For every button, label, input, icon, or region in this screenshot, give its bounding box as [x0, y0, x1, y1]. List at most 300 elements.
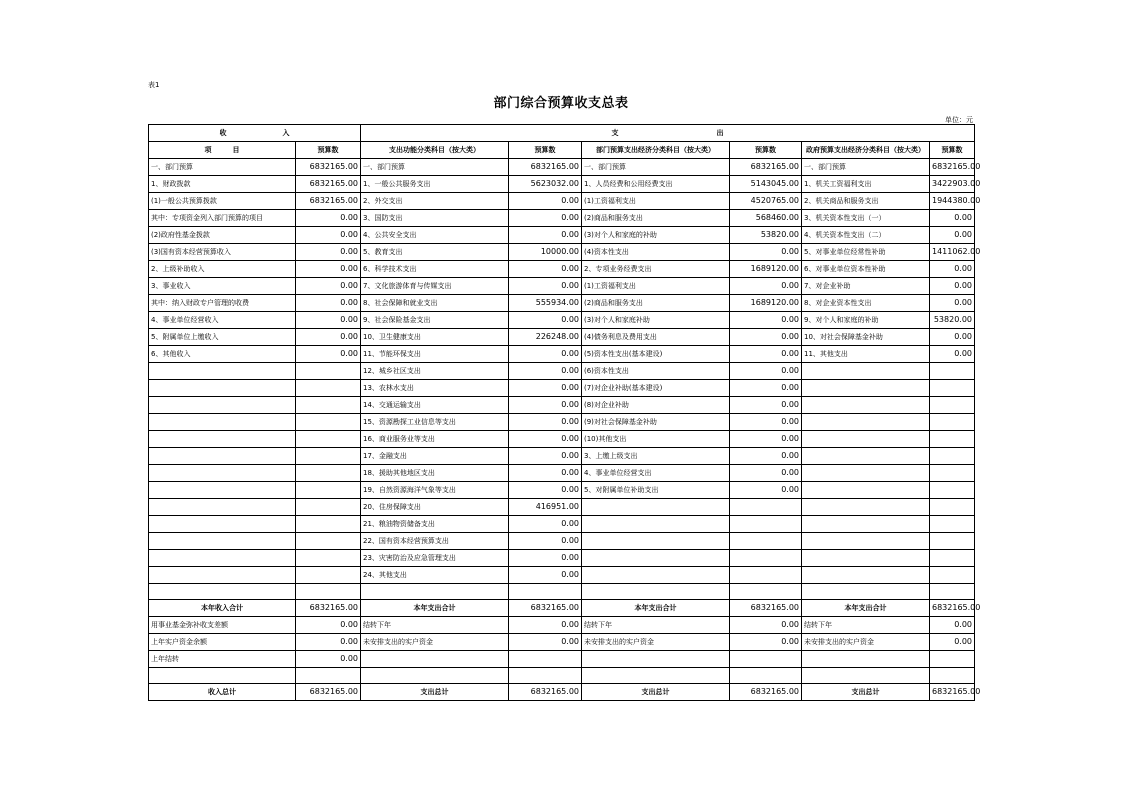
- table-row: [149, 363, 975, 380]
- item-cell: (1)工资福利支出: [582, 193, 730, 210]
- empty-cell: [361, 668, 509, 684]
- amount-cell: [930, 397, 975, 414]
- item-cell: [802, 397, 930, 414]
- item-cell: [802, 550, 930, 567]
- amount-cell: 0.00: [509, 414, 582, 431]
- amount-cell: [296, 448, 361, 465]
- amount-cell: [930, 651, 975, 668]
- item-cell: 4、机关资本性支出（二）: [802, 227, 930, 244]
- amount-cell: 0.00: [509, 312, 582, 329]
- amount-cell: 6832165.00: [296, 176, 361, 193]
- item-cell: [802, 448, 930, 465]
- item-cell: [802, 651, 930, 668]
- item-cell: [361, 651, 509, 668]
- amount-cell: 10000.00: [509, 244, 582, 261]
- item-cell: [802, 414, 930, 431]
- item-cell: 2、外交支出: [361, 193, 509, 210]
- item-cell: [802, 533, 930, 550]
- amount-cell: 3422903.00: [930, 176, 975, 193]
- amount-cell: [930, 380, 975, 397]
- empty-cell: [296, 584, 361, 600]
- amount-cell: [296, 465, 361, 482]
- item-cell: [149, 516, 296, 533]
- item-cell: 结转下年: [361, 617, 509, 634]
- item-cell: 未安排支出的实户资金: [582, 634, 730, 651]
- gov-econ-subject-header: 政府预算支出经济分类科目（按大类）: [802, 142, 930, 159]
- item-cell: [149, 363, 296, 380]
- item-cell: 本年支出合计: [802, 600, 930, 617]
- item-cell: [149, 448, 296, 465]
- amount-cell: 0.00: [509, 482, 582, 499]
- carryover-row: [149, 634, 975, 651]
- item-cell: [149, 414, 296, 431]
- table-row: [149, 414, 975, 431]
- item-cell: [802, 431, 930, 448]
- item-cell: 本年收入合计: [149, 600, 296, 617]
- amount-cell: 0.00: [930, 210, 975, 227]
- empty-cell: [802, 668, 930, 684]
- amount-cell: [296, 380, 361, 397]
- amount-cell: 0.00: [509, 634, 582, 651]
- item-cell: (4)资本性支出: [582, 244, 730, 261]
- item-cell: 22、国有资本经营预算支出: [361, 533, 509, 550]
- amount-cell: 0.00: [730, 448, 802, 465]
- empty-cell: [296, 668, 361, 684]
- table-row: [149, 329, 975, 346]
- amount-cell: 0.00: [509, 227, 582, 244]
- amount-cell: [930, 448, 975, 465]
- amount-cell: [930, 533, 975, 550]
- amount-cell: 416951.00: [509, 499, 582, 516]
- item-cell: 9、社会保险基金支出: [361, 312, 509, 329]
- item-cell: 5、教育支出: [361, 244, 509, 261]
- amount-cell: [730, 550, 802, 567]
- item-cell: 11、其他支出: [802, 346, 930, 363]
- amount-cell: 6832165.00: [509, 159, 582, 176]
- table-row: [149, 380, 975, 397]
- amount-cell: 0.00: [730, 431, 802, 448]
- amount-cell: [296, 414, 361, 431]
- empty-cell: [509, 584, 582, 600]
- amount-cell: [296, 533, 361, 550]
- amount-cell: 0.00: [730, 346, 802, 363]
- amount-cell: [296, 363, 361, 380]
- budget-header: 预算数: [509, 142, 582, 159]
- amount-cell: 0.00: [296, 346, 361, 363]
- item-cell: 5、附属单位上缴收入: [149, 329, 296, 346]
- amount-cell: 0.00: [930, 346, 975, 363]
- amount-cell: 0.00: [509, 346, 582, 363]
- item-cell: 一、部门预算: [361, 159, 509, 176]
- expense-header: 支 出: [361, 125, 975, 142]
- amount-cell: 0.00: [509, 193, 582, 210]
- grand-total-row: [149, 684, 975, 701]
- empty-cell: [509, 668, 582, 684]
- item-cell: [149, 533, 296, 550]
- table-row: [149, 176, 975, 193]
- item-cell: 上年结转: [149, 651, 296, 668]
- amount-cell: 0.00: [930, 278, 975, 295]
- amount-cell: [930, 363, 975, 380]
- amount-cell: [296, 516, 361, 533]
- project-header: 项 目: [149, 142, 296, 159]
- amount-cell: 0.00: [730, 414, 802, 431]
- item-cell: 4、事业单位经营支出: [582, 465, 730, 482]
- item-cell: [802, 465, 930, 482]
- amount-cell: 0.00: [509, 533, 582, 550]
- amount-cell: 0.00: [296, 617, 361, 634]
- amount-cell: [296, 499, 361, 516]
- item-cell: [802, 499, 930, 516]
- item-cell: 23、灾害防治及应急管理支出: [361, 550, 509, 567]
- amount-cell: 0.00: [509, 397, 582, 414]
- dept-econ-subject-header: 部门预算支出经济分类科目（按大类）: [582, 142, 730, 159]
- item-cell: [149, 499, 296, 516]
- amount-cell: 53820.00: [930, 312, 975, 329]
- item-cell: 一、部门预算: [582, 159, 730, 176]
- amount-cell: 0.00: [509, 363, 582, 380]
- item-cell: 19、自然资源海洋气象等支出: [361, 482, 509, 499]
- item-cell: [149, 567, 296, 584]
- empty-cell: [930, 584, 975, 600]
- amount-cell: 226248.00: [509, 329, 582, 346]
- item-cell: (3)国有资本经营预算收入: [149, 244, 296, 261]
- amount-cell: 1944380.00: [930, 193, 975, 210]
- table-row: [149, 210, 975, 227]
- item-cell: [149, 482, 296, 499]
- item-cell: (6)资本性支出: [582, 363, 730, 380]
- table-row: [149, 193, 975, 210]
- empty-cell: [582, 584, 730, 600]
- budget-header: 预算数: [730, 142, 802, 159]
- amount-cell: 0.00: [509, 380, 582, 397]
- table-row: [149, 567, 975, 584]
- amount-cell: [930, 431, 975, 448]
- amount-cell: [730, 499, 802, 516]
- item-cell: 5、对事业单位经常性补助: [802, 244, 930, 261]
- item-cell: 10、对社会保障基金补助: [802, 329, 930, 346]
- amount-cell: 0.00: [930, 261, 975, 278]
- item-cell: 14、交通运输支出: [361, 397, 509, 414]
- amount-cell: 0.00: [730, 634, 802, 651]
- page-title: 部门综合预算收支总表: [493, 96, 629, 111]
- amount-cell: 6832165.00: [730, 684, 802, 701]
- unit-label: 单位：元: [945, 116, 973, 124]
- item-cell: [582, 516, 730, 533]
- table-row: [149, 159, 975, 176]
- item-cell: 1、一般公共服务支出: [361, 176, 509, 193]
- item-cell: 7、对企业补助: [802, 278, 930, 295]
- budget-header: 预算数: [296, 142, 361, 159]
- item-cell: [149, 465, 296, 482]
- empty-cell: [361, 584, 509, 600]
- table-row: [149, 346, 975, 363]
- item-cell: 未安排支出的实户资金: [802, 634, 930, 651]
- spacer-row: [149, 668, 975, 684]
- amount-cell: 6832165.00: [296, 193, 361, 210]
- item-cell: (7)对企业补助(基本建设): [582, 380, 730, 397]
- empty-cell: [149, 584, 296, 600]
- item-cell: 15、资源勘探工业信息等支出: [361, 414, 509, 431]
- amount-cell: 0.00: [730, 482, 802, 499]
- amount-cell: 0.00: [509, 550, 582, 567]
- table-row: [149, 550, 975, 567]
- amount-cell: 0.00: [509, 431, 582, 448]
- header-row-1: [149, 125, 975, 142]
- item-cell: (3)对个人和家庭补助: [582, 312, 730, 329]
- item-cell: 3、机关资本性支出（一）: [802, 210, 930, 227]
- item-cell: 用事业基金弥补收支差额: [149, 617, 296, 634]
- amount-cell: 6832165.00: [730, 600, 802, 617]
- table-row: [149, 312, 975, 329]
- amount-cell: 6832165.00: [296, 159, 361, 176]
- amount-cell: 0.00: [509, 210, 582, 227]
- amount-cell: 0.00: [509, 278, 582, 295]
- item-cell: [149, 397, 296, 414]
- amount-cell: 6832165.00: [509, 684, 582, 701]
- amount-cell: 555934.00: [509, 295, 582, 312]
- amount-cell: 0.00: [730, 329, 802, 346]
- item-cell: 3、事业收入: [149, 278, 296, 295]
- amount-cell: 5623032.00: [509, 176, 582, 193]
- item-cell: 结转下年: [582, 617, 730, 634]
- amount-cell: 0.00: [730, 244, 802, 261]
- table-label: 表1: [148, 81, 160, 89]
- item-cell: (4)债务利息及费用支出: [582, 329, 730, 346]
- item-cell: 未安排支出的实户资金: [361, 634, 509, 651]
- empty-cell: [149, 668, 296, 684]
- amount-cell: 5143045.00: [730, 176, 802, 193]
- table-row: [149, 516, 975, 533]
- amount-cell: [930, 516, 975, 533]
- item-cell: 8、社会保障和就业支出: [361, 295, 509, 312]
- item-cell: 10、卫生健康支出: [361, 329, 509, 346]
- item-cell: 结转下年: [802, 617, 930, 634]
- amount-cell: 0.00: [730, 312, 802, 329]
- amount-cell: 6832165.00: [930, 684, 975, 701]
- item-cell: 上年实户资金余额: [149, 634, 296, 651]
- amount-cell: 0.00: [509, 617, 582, 634]
- item-cell: [802, 516, 930, 533]
- item-cell: 7、文化旅游体育与传媒支出: [361, 278, 509, 295]
- item-cell: (1)工资福利支出: [582, 278, 730, 295]
- item-cell: 支出总计: [361, 684, 509, 701]
- amount-cell: 0.00: [509, 448, 582, 465]
- item-cell: (3)对个人和家庭的补助: [582, 227, 730, 244]
- income-header: 收 入: [149, 125, 361, 142]
- amount-cell: 0.00: [930, 227, 975, 244]
- item-cell: 一、部门预算: [802, 159, 930, 176]
- item-cell: 3、国防支出: [361, 210, 509, 227]
- amount-cell: 1689120.00: [730, 295, 802, 312]
- empty-cell: [582, 668, 730, 684]
- table-row: [149, 244, 975, 261]
- amount-cell: 0.00: [509, 567, 582, 584]
- item-cell: (8)对企业补助: [582, 397, 730, 414]
- amount-cell: [930, 465, 975, 482]
- item-cell: (2)商品和服务支出: [582, 295, 730, 312]
- item-cell: [582, 499, 730, 516]
- table-row: [149, 482, 975, 499]
- amount-cell: 0.00: [296, 278, 361, 295]
- item-cell: 1、财政拨款: [149, 176, 296, 193]
- table-row: [149, 448, 975, 465]
- amount-cell: [930, 414, 975, 431]
- amount-cell: 0.00: [930, 329, 975, 346]
- amount-cell: 0.00: [930, 617, 975, 634]
- amount-cell: [730, 533, 802, 550]
- item-cell: 本年支出合计: [361, 600, 509, 617]
- amount-cell: 4520765.00: [730, 193, 802, 210]
- amount-cell: 1411062.00: [930, 244, 975, 261]
- amount-cell: 0.00: [730, 397, 802, 414]
- amount-cell: 0.00: [296, 312, 361, 329]
- item-cell: 24、其他支出: [361, 567, 509, 584]
- amount-cell: 6832165.00: [509, 600, 582, 617]
- amount-cell: [930, 499, 975, 516]
- amount-cell: 6832165.00: [930, 600, 975, 617]
- amount-cell: [930, 482, 975, 499]
- amount-cell: 6832165.00: [730, 159, 802, 176]
- item-cell: 18、援助其他地区支出: [361, 465, 509, 482]
- item-cell: [802, 380, 930, 397]
- item-cell: 其中：专项资金列入部门预算的项目: [149, 210, 296, 227]
- empty-cell: [802, 584, 930, 600]
- amount-cell: 568460.00: [730, 210, 802, 227]
- amount-cell: 0.00: [509, 465, 582, 482]
- amount-cell: [509, 651, 582, 668]
- item-cell: 3、上缴上级支出: [582, 448, 730, 465]
- table-row: [149, 278, 975, 295]
- table-row: [149, 431, 975, 448]
- item-cell: 20、住房保障支出: [361, 499, 509, 516]
- table-row: [149, 465, 975, 482]
- empty-cell: [730, 584, 802, 600]
- item-cell: 6、其他收入: [149, 346, 296, 363]
- amount-cell: 0.00: [509, 516, 582, 533]
- item-cell: [149, 431, 296, 448]
- item-cell: 2、专项业务经费支出: [582, 261, 730, 278]
- item-cell: 21、粮油物资储备支出: [361, 516, 509, 533]
- spacer-row: [149, 584, 975, 600]
- item-cell: (9)对社会保障基金补助: [582, 414, 730, 431]
- item-cell: [582, 550, 730, 567]
- item-cell: 收入总计: [149, 684, 296, 701]
- item-cell: 一、部门预算: [149, 159, 296, 176]
- item-cell: [149, 550, 296, 567]
- amount-cell: [730, 651, 802, 668]
- item-cell: (2)政府性基金拨款: [149, 227, 296, 244]
- amount-cell: 6832165.00: [296, 600, 361, 617]
- table-row: [149, 533, 975, 550]
- amount-cell: 6832165.00: [296, 684, 361, 701]
- budget-header: 预算数: [930, 142, 975, 159]
- amount-cell: 0.00: [296, 634, 361, 651]
- table-row: [149, 397, 975, 414]
- amount-cell: [296, 567, 361, 584]
- amount-cell: [730, 516, 802, 533]
- item-cell: 16、商业服务业等支出: [361, 431, 509, 448]
- empty-cell: [930, 668, 975, 684]
- amount-cell: 0.00: [296, 651, 361, 668]
- item-cell: (1)一般公共预算拨款: [149, 193, 296, 210]
- func-subject-header: 支出功能分类科目（按大类）: [361, 142, 509, 159]
- item-cell: 1、人员经费和公用经费支出: [582, 176, 730, 193]
- item-cell: 4、事业单位经营收入: [149, 312, 296, 329]
- annual-total-row: [149, 600, 975, 617]
- item-cell: 12、城乡社区支出: [361, 363, 509, 380]
- item-cell: [802, 363, 930, 380]
- amount-cell: 0.00: [296, 210, 361, 227]
- amount-cell: 0.00: [730, 617, 802, 634]
- table-row: [149, 261, 975, 278]
- amount-cell: 0.00: [509, 261, 582, 278]
- amount-cell: 0.00: [296, 261, 361, 278]
- carryover-row: [149, 617, 975, 634]
- item-cell: 13、农林水支出: [361, 380, 509, 397]
- amount-cell: 0.00: [730, 380, 802, 397]
- item-cell: [149, 380, 296, 397]
- item-cell: 6、科学技术支出: [361, 261, 509, 278]
- carryover-row: [149, 651, 975, 668]
- item-cell: 6、对事业单位资本性补助: [802, 261, 930, 278]
- empty-cell: [730, 668, 802, 684]
- amount-cell: [296, 482, 361, 499]
- item-cell: 8、对企业资本性支出: [802, 295, 930, 312]
- item-cell: (2)商品和服务支出: [582, 210, 730, 227]
- item-cell: 其中：纳入财政专户管理的收费: [149, 295, 296, 312]
- amount-cell: 0.00: [930, 295, 975, 312]
- item-cell: 4、公共安全支出: [361, 227, 509, 244]
- item-cell: (10)其他支出: [582, 431, 730, 448]
- amount-cell: [296, 397, 361, 414]
- amount-cell: 0.00: [296, 329, 361, 346]
- item-cell: [802, 482, 930, 499]
- table-row: [149, 295, 975, 312]
- amount-cell: 0.00: [930, 634, 975, 651]
- item-cell: 5、对附属单位补助支出: [582, 482, 730, 499]
- item-cell: 支出总计: [802, 684, 930, 701]
- amount-cell: [296, 550, 361, 567]
- amount-cell: 0.00: [296, 227, 361, 244]
- item-cell: 9、对个人和家庭的补助: [802, 312, 930, 329]
- amount-cell: 0.00: [296, 244, 361, 261]
- amount-cell: [730, 567, 802, 584]
- amount-cell: 0.00: [296, 295, 361, 312]
- amount-cell: 53820.00: [730, 227, 802, 244]
- item-cell: 本年支出合计: [582, 600, 730, 617]
- table-row: [149, 499, 975, 516]
- item-cell: 17、金融支出: [361, 448, 509, 465]
- table-row: [149, 227, 975, 244]
- amount-cell: 0.00: [730, 363, 802, 380]
- amount-cell: 0.00: [730, 278, 802, 295]
- item-cell: 2、上级补助收入: [149, 261, 296, 278]
- amount-cell: [296, 431, 361, 448]
- item-cell: [582, 567, 730, 584]
- item-cell: [582, 533, 730, 550]
- item-cell: 支出总计: [582, 684, 730, 701]
- amount-cell: [930, 550, 975, 567]
- amount-cell: 6832165.00: [930, 159, 975, 176]
- item-cell: [582, 651, 730, 668]
- amount-cell: 0.00: [730, 465, 802, 482]
- item-cell: 1、机关工资福利支出: [802, 176, 930, 193]
- table-body: [149, 125, 981, 701]
- header-row-2: [149, 142, 975, 159]
- item-cell: 2、机关商品和服务支出: [802, 193, 930, 210]
- item-cell: (5)资本性支出(基本建设): [582, 346, 730, 363]
